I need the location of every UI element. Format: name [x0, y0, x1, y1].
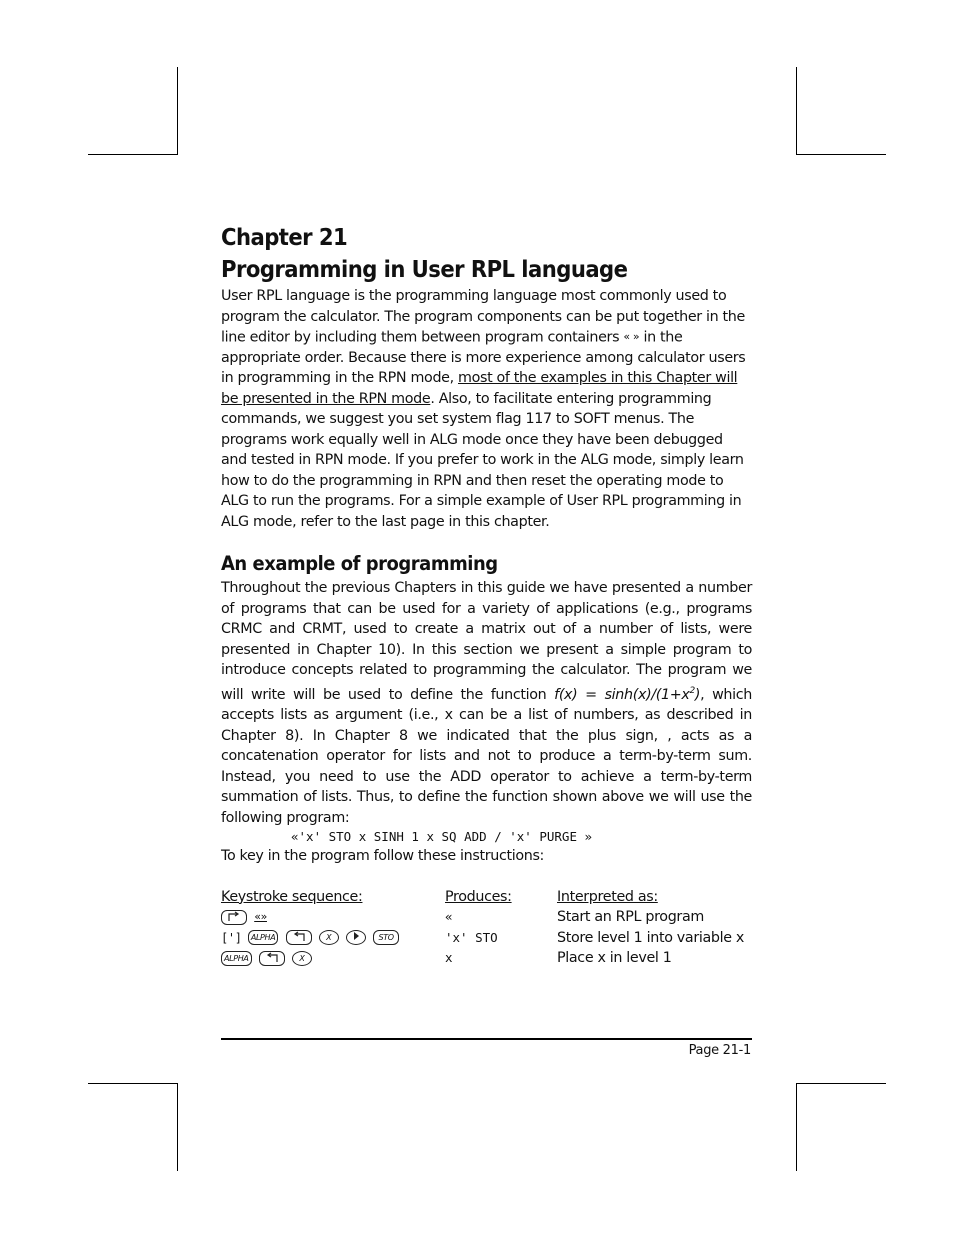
intro-paragraph	[221, 286, 752, 532]
program-containers-symbol: « »	[623, 330, 640, 343]
table-row	[221, 928, 752, 949]
section-text: , which accepts lists as argument (i.e., x can be a list of numbers, as described in Chapter 8). In Chapter 8 we indicated that the plus sign, , acts as a concatenation operator for lists and not to produce a term-by-term sum. Instead, you need to use the ADD operator to achieve a term-by-term summation of lists. Thus, to define the function shown above we will use the following program:	[221, 686, 752, 826]
formula-part: f(x) = sinh(x)/(1+x	[554, 686, 690, 703]
right-arrow-key	[346, 930, 366, 945]
table-header-row	[221, 887, 752, 908]
crop-mark	[177, 67, 178, 155]
crop-mark	[796, 67, 797, 155]
produces-cell: «	[445, 909, 453, 925]
section-title: An example of programming	[221, 552, 498, 576]
keystroke-cell	[221, 907, 267, 928]
crop-mark	[88, 1083, 178, 1084]
footer-rule	[221, 1038, 752, 1040]
keystroke-table	[221, 887, 752, 969]
intro-text: . Also, to facilitate entering programming commands, we suggest you set system flag 117 to SOFT menus. The programs work equally well in ALG mode once they have been debugged and tested in RPN mode. If you prefer to work in the ALG mode, simply learn how to do the programming in RPN and then reset the operating mode to ALG to run the programs. For a simple example of User RPL programming in ALG mode, refer to the last page in this chapter.	[221, 390, 744, 530]
page-content	[221, 222, 752, 969]
crop-mark	[177, 1083, 178, 1171]
formula-superscript: 2	[689, 685, 695, 696]
interpreted-cell: Place x in level 1	[557, 950, 672, 967]
intro-text: User RPL language is the programming language most commonly used to program the calculator. The program components can be put together in the line editor by including them between program containers	[221, 288, 745, 346]
header-produces: Produces:	[445, 888, 512, 905]
intro-text: in the appropriate order. Because there is more experience among calculator users in programming in the RPN mode,	[221, 329, 746, 387]
table-row	[221, 907, 752, 928]
right-shift-key	[221, 910, 247, 925]
x-key: X	[292, 951, 312, 966]
header-keystroke: Keystroke sequence:	[221, 888, 363, 905]
crop-mark	[88, 154, 178, 155]
table-row	[221, 948, 752, 969]
program-key-symbol: «»	[254, 910, 267, 924]
header-interpreted: Interpreted as:	[557, 888, 658, 905]
program-listing: «'x' STO x SINH 1 x SQ ADD / 'x' PURGE »	[291, 829, 593, 845]
keystroke-cell	[221, 948, 315, 969]
section-text: Throughout the previous Chapters in this guide we have presented a number of programs that can be used for a variety of applications (e.g., programs CRMC and CRMT, used to create a matrix out of a number of lists, were presented in Chapter 10). In this section we present a simple program to introduce concepts related to programming the calculator. The program we will write will be used to define the function	[221, 580, 752, 703]
quote-key: [']	[221, 930, 242, 945]
key-in-instructions: To key in the program follow these instructions:	[221, 848, 545, 865]
produces-cell: 'x' STO	[445, 929, 498, 945]
crop-mark	[796, 1083, 797, 1171]
x-key: X	[319, 930, 339, 945]
alpha-key: ALPHA	[221, 951, 252, 966]
section-paragraph	[221, 578, 752, 828]
right-shift-icon	[226, 911, 242, 922]
chapter-number: Chapter 21	[221, 225, 348, 251]
crop-mark	[796, 154, 886, 155]
keystroke-cell	[221, 928, 402, 949]
crop-mark	[796, 1083, 886, 1084]
interpreted-cell: Start an RPL program	[557, 909, 704, 926]
formula-part: )	[694, 686, 701, 703]
left-shift-key	[286, 930, 312, 945]
left-shift-icon	[264, 952, 280, 963]
interpreted-cell: Store level 1 into variable x	[557, 929, 744, 946]
right-arrow-icon	[351, 931, 361, 941]
sto-key: STO	[373, 930, 399, 945]
function-formula	[554, 687, 700, 703]
intro-underlined-text: most of the examples in this Chapter will be presented in the RPN mode	[221, 370, 738, 407]
chapter-title: Programming in User RPL language	[221, 257, 628, 283]
left-shift-icon	[291, 931, 307, 942]
produces-cell: x	[445, 950, 453, 966]
alpha-key: ALPHA	[248, 930, 279, 945]
left-shift-key	[259, 951, 285, 966]
page-number: Page 21-1	[688, 1043, 751, 1058]
